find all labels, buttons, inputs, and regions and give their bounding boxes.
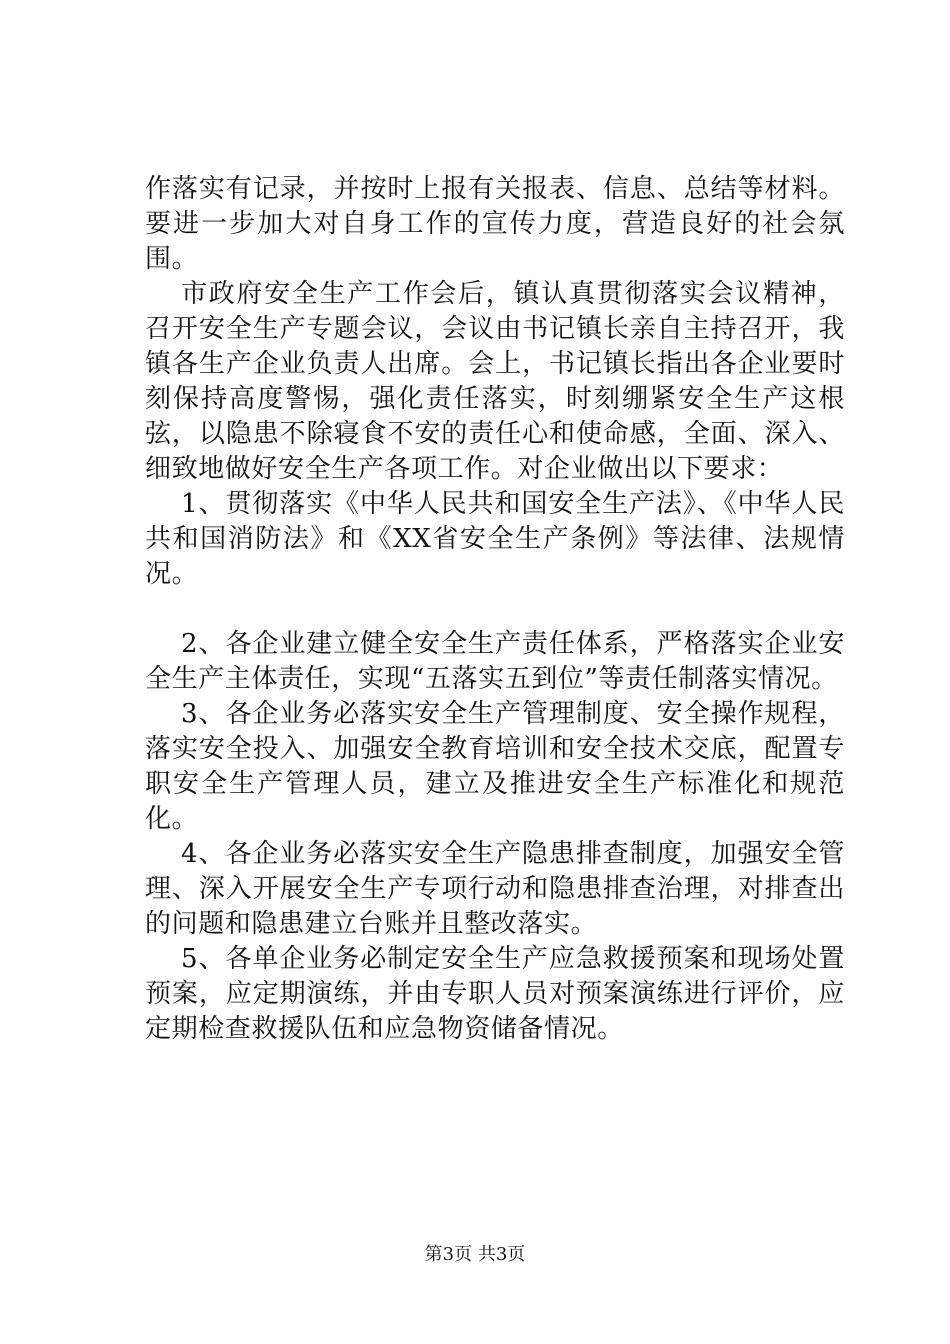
requirement-item-4: 4、各企业务必落实安全生产隐患排查制度，加强安全管理、深入开展安全生产专项行动和隐患排查治理，对排查出的问题和隐患建立台账并且整改落实。	[145, 839, 845, 939]
requirement-item-2: 2、各企业建立健全安全生产责任体系，严格落实企业安全生产主体责任，实现“五落实五到位”等责任制落实情况。	[145, 629, 845, 694]
paragraph-continuation: 作落实有记录，并按时上报有关报表、信息、总结等材料。要进一步加大对自身工作的宣传力度，营造良好的社会氛围。	[145, 174, 845, 274]
requirement-item-5: 5、各单企业务必制定安全生产应急救援预案和现场处置预案，应定期演练，并由专职人员对预案演练进行评价，应定期检查救援队伍和应急物资储备情况。	[145, 944, 845, 1044]
blank-line	[145, 592, 845, 627]
paragraph-meeting-summary: 市政府安全生产工作会后，镇认真贯彻落实会议精神，召开安全生产专题会议，会议由书记镇长亲自主持召开，我镇各生产企业负责人出席。会上，书记镇长指出各企业要时刻保持高度警惕，强化责任落实，时刻绷紧安全生产这根弦，以隐患不除寝食不安的责任心和使命感，全面、深入、细致地做好安全生产各项工作。对企业做出以下要求：	[145, 279, 845, 484]
requirement-item-3: 3、各企业务必落实安全生产管理制度、安全操作规程，落实安全投入、加强安全教育培训和安全技术交底，配置专职安全生产管理人员，建立及推进安全生产标准化和规范化。	[145, 699, 845, 834]
document-body	[145, 172, 845, 1047]
requirement-item-1: 1、贯彻落实《中华人民共和国安全生产法》、《中华人民共和国消防法》和《XX省安全生产条例》等法律、法规情况。	[145, 489, 845, 589]
page-footer: 第3页 共3页	[424, 1244, 526, 1265]
